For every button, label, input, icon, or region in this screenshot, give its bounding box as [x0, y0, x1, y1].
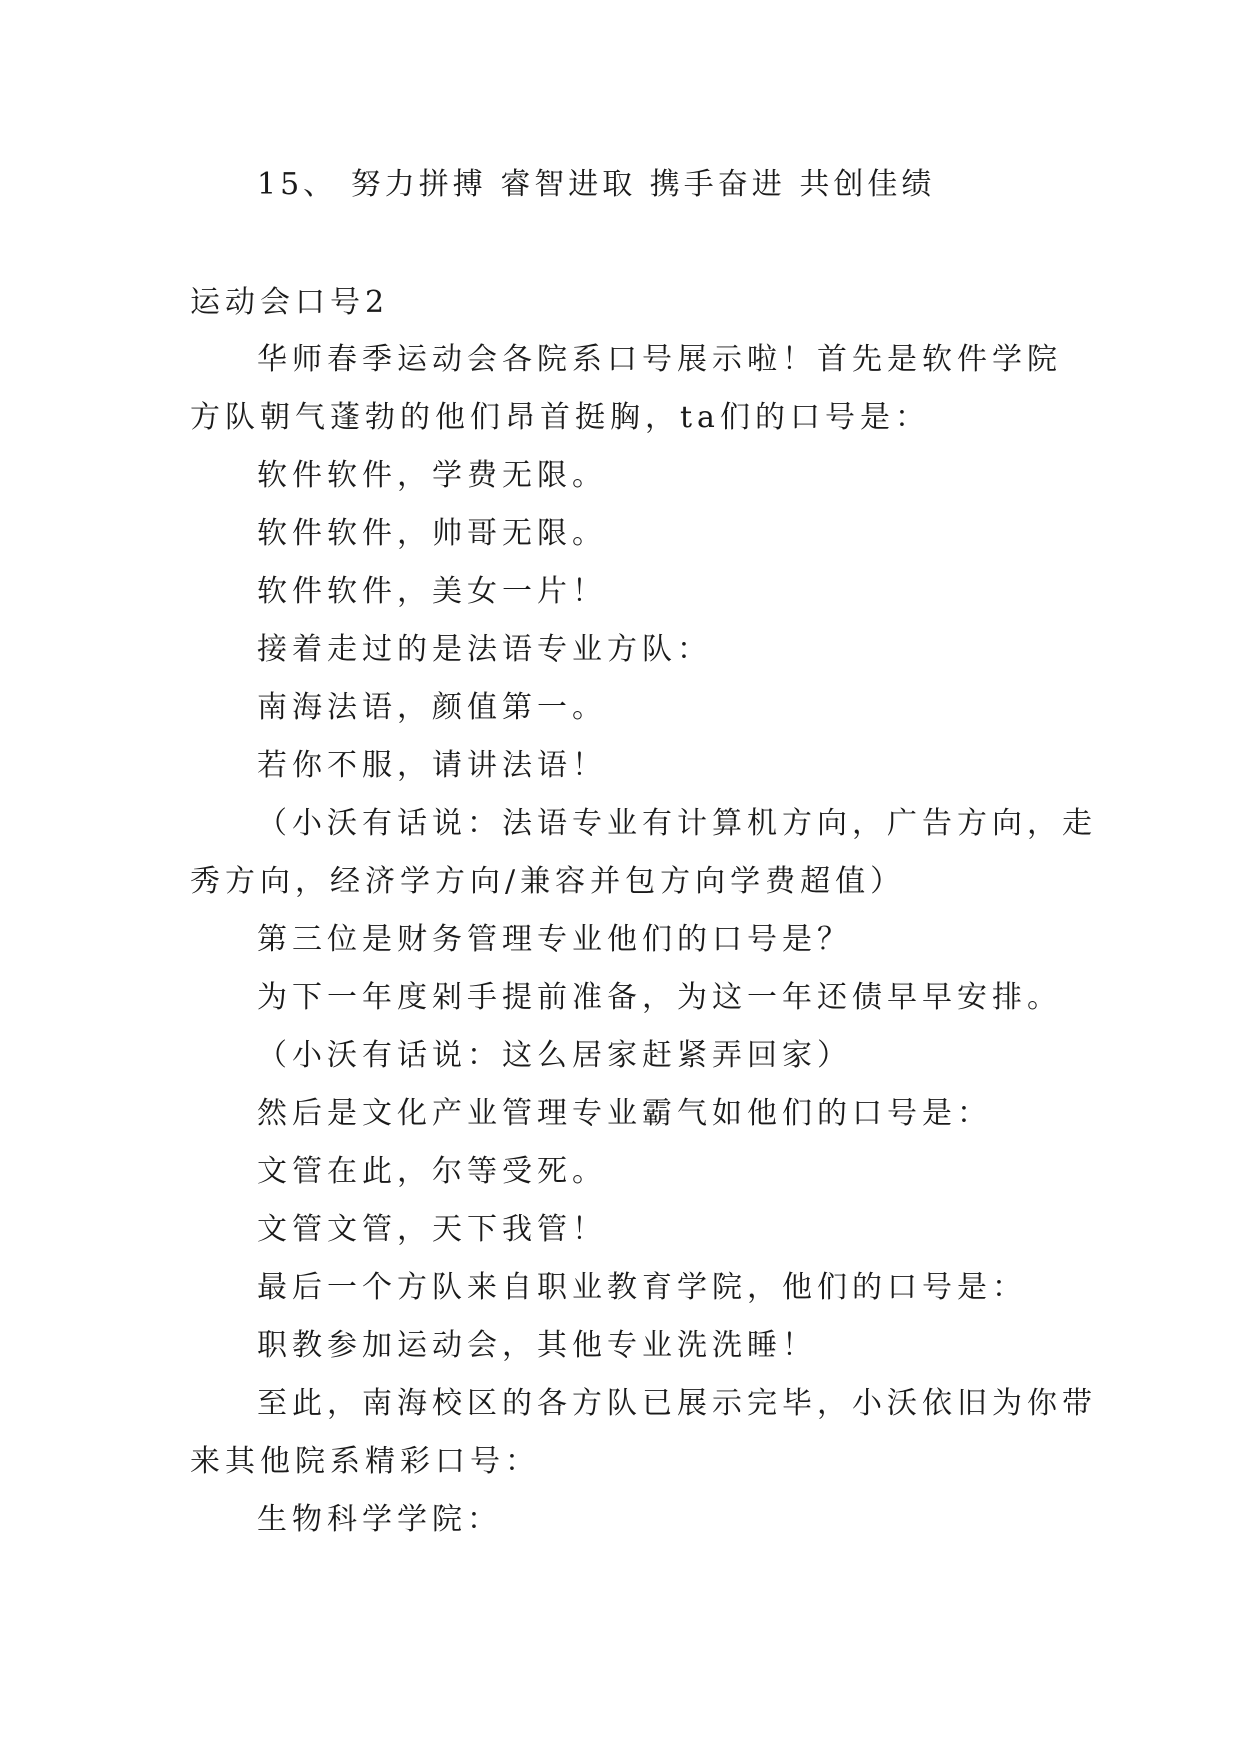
paragraph-line: （小沃有话说：这么居家赶紧弄回家）	[257, 1038, 852, 1073]
paragraph-line: 至此，南海校区的各方队已展示完毕，小沃依旧为你带	[257, 1386, 1097, 1421]
paragraph-line: 若你不服，请讲法语！	[257, 748, 607, 783]
paragraph-line: 为下一年度剁手提前准备，为这一年还债早早安排。	[257, 980, 1062, 1015]
paragraph-line: 秀方向，经济学方向/兼容并包方向学费超值）	[190, 864, 906, 899]
paragraph-line: 接着走过的是法语专业方队：	[257, 632, 712, 667]
section-title: 运动会口号2	[190, 285, 390, 320]
paragraph-line: 方队朝气蓬勃的他们昂首挺胸，ta们的口号是：	[190, 400, 930, 435]
paragraph-line: 文管文管，天下我管！	[257, 1212, 607, 1247]
paragraph-line: 然后是文化产业管理专业霸气如他们的口号是：	[257, 1096, 992, 1131]
paragraph-line: （小沃有话说：法语专业有计算机方向，广告方向，走	[257, 806, 1097, 841]
paragraph-line: 职教参加运动会，其他专业洗洗睡！	[257, 1328, 817, 1363]
paragraph-line: 南海法语，颜值第一。	[257, 690, 607, 725]
paragraph-line: 软件软件，美女一片！	[257, 574, 607, 609]
paragraph-line: 生物科学学院：	[257, 1502, 502, 1537]
paragraph-line: 最后一个方队来自职业教育学院，他们的口号是：	[257, 1270, 1027, 1305]
paragraph-line: 软件软件，帅哥无限。	[257, 516, 607, 551]
paragraph-line: 文管在此，尔等受死。	[257, 1154, 607, 1189]
paragraph-line: 华师春季运动会各院系口号展示啦！首先是软件学院	[257, 342, 1062, 377]
paragraph-line: 来其他院系精彩口号：	[190, 1444, 540, 1479]
paragraph-line: 第三位是财务管理专业他们的口号是？	[257, 922, 852, 957]
paragraph-line: 软件软件，学费无限。	[257, 458, 607, 493]
top-slogan: 15、 努力拼搏 睿智进取 携手奋进 共创佳绩	[257, 167, 936, 202]
